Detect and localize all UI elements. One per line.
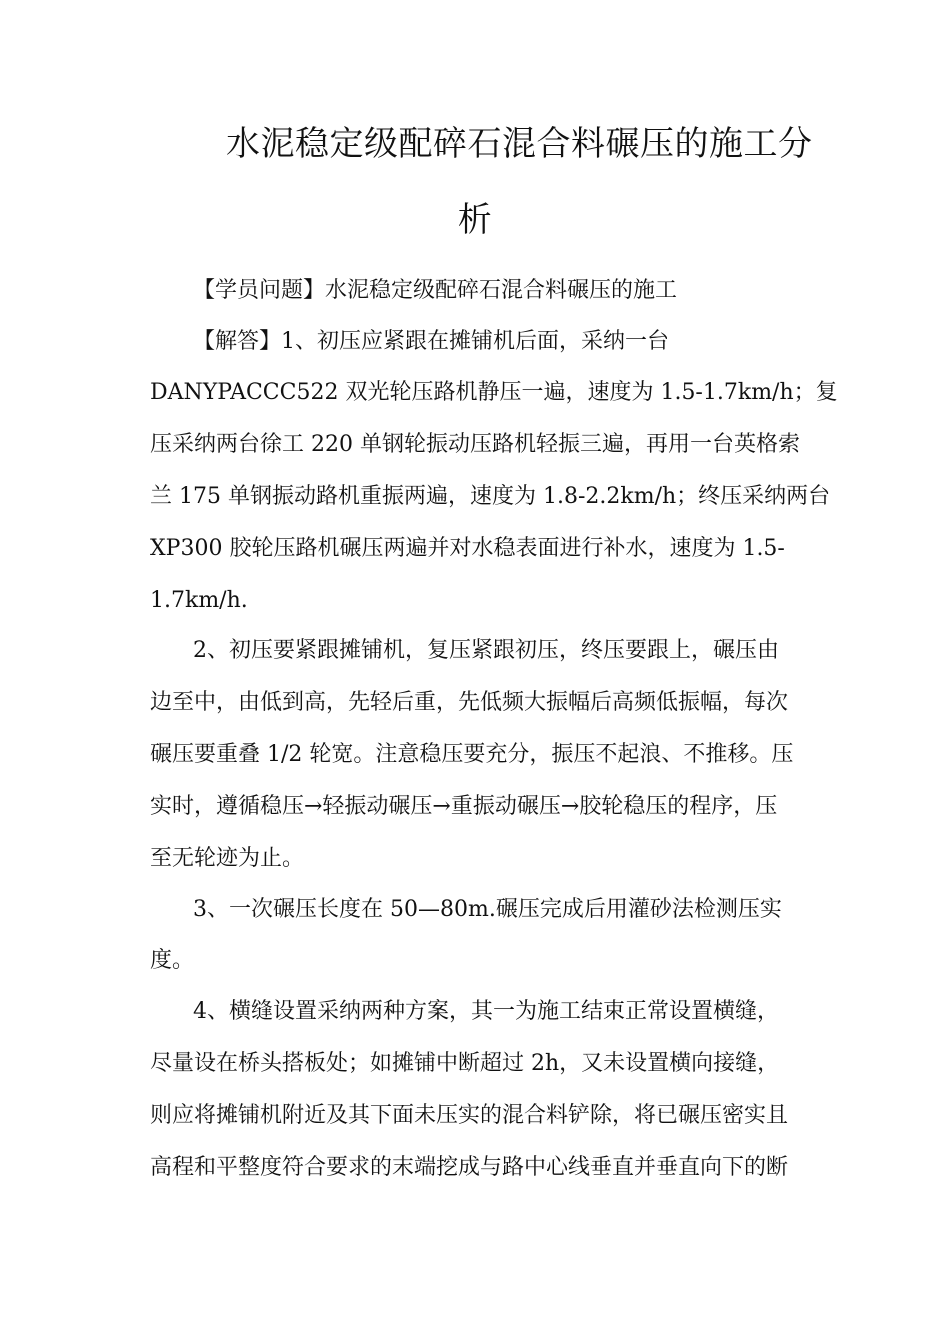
body-text-line: 4、横缝设置采纳两种方案，其一为施工结束正常设置横缝， bbox=[193, 999, 779, 1024]
answer-line: 【解答】1、初压应紧跟在摊铺机后面，采纳一台 bbox=[193, 329, 669, 354]
body-text-line: 则应将摊铺机附近及其下面未压实的混合料铲除，将已碾压密实且 bbox=[150, 1103, 789, 1128]
body-text-line: 压采纳两台徐工 220 单钢轮振动压路机轻振三遍，再用一台英格索 bbox=[150, 432, 800, 457]
body-text-line: 尽量设在桥头搭板处；如摊铺中断超过 2h，又未设置横向接缝， bbox=[150, 1051, 780, 1076]
body-text-line: 度。 bbox=[150, 948, 195, 973]
body-text-line: DANYPACCC522 双光轮压路机静压一遍，速度为 1.5-1.7km/h；复 bbox=[150, 380, 838, 405]
question-line: 【学员问题】水泥稳定级配碎石混合料碾压的施工 bbox=[193, 278, 678, 303]
body-text-line: 实时，遵循稳压→轻振动碾压→重振动碾压→胶轮稳压的程序，压 bbox=[150, 794, 778, 819]
body-text-line: 碾压要重叠 1/2 轮宽。注意稳压要充分，振压不起浪、不推移。压 bbox=[150, 742, 794, 767]
body-text-line: 兰 175 单钢振动路机重振两遍，速度为 1.8-2.2km/h；终压采纳两台 bbox=[150, 484, 831, 509]
page-title-continuation: 析 bbox=[457, 200, 493, 240]
body-text-line: 至无轮迹为止。 bbox=[150, 846, 305, 871]
body-text-line: 3、一次碾压长度在 50—80m.碾压完成后用灌砂法检测压实 bbox=[193, 897, 782, 922]
page-title: 水泥稳定级配碎石混合料碾压的施工分 bbox=[226, 124, 813, 164]
body-text-line: 2、初压要紧跟摊铺机，复压紧跟初压，终压要跟上，碾压由 bbox=[193, 638, 779, 663]
body-text-line: XP300 胶轮压路机碾压两遍并对水稳表面进行补水，速度为 1.5- bbox=[150, 536, 785, 561]
body-text-line: 高程和平整度符合要求的末端挖成与路中心线垂直并垂直向下的断 bbox=[150, 1155, 789, 1180]
body-text-line: 1.7km/h. bbox=[150, 588, 248, 613]
body-text-line: 边至中，由低到高，先轻后重，先低频大振幅后高频低振幅，每次 bbox=[150, 690, 789, 715]
